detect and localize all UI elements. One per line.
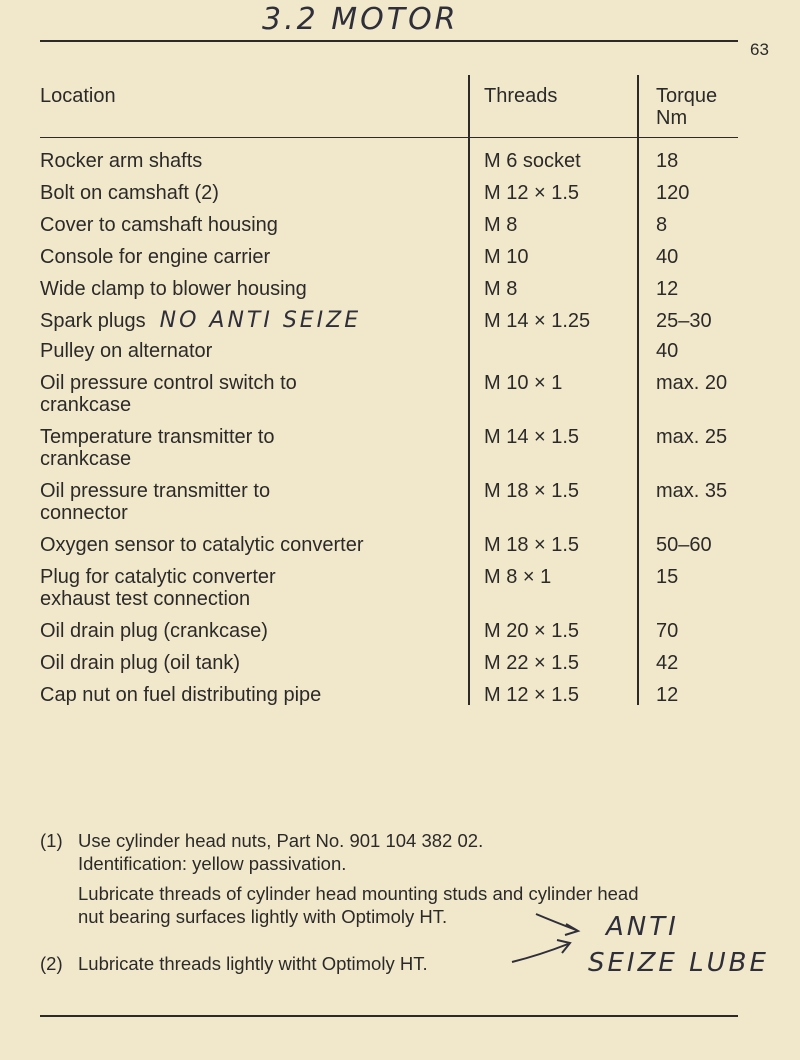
row-torque: 40: [656, 340, 679, 362]
footnote-1-label: (1): [40, 830, 63, 851]
row-torque: 25–30: [656, 310, 712, 332]
row-torque: 42: [656, 652, 679, 674]
row-location-text: Cover to camshaft housing: [40, 214, 278, 236]
row-location-text: Rocker arm shafts: [40, 150, 203, 172]
row-torque: 70: [656, 620, 679, 642]
footnote-1-line-1: Use cylinder head nuts, Part No. 901 104 382 02.: [78, 830, 484, 851]
footnote-2-label: (2): [40, 953, 63, 974]
row-threads: M 14 × 1.25: [484, 310, 591, 332]
row-threads: M 6 socket: [484, 150, 581, 172]
row-location-text: Cap nut on fuel distributing pipe: [40, 684, 322, 706]
row-location-text: Temperature transmitter to crankcase: [40, 426, 275, 470]
row-torque: 18: [656, 150, 679, 172]
footnote-1-line-4: nut bearing surfaces lightly with Optimoly HT.: [78, 906, 448, 927]
row-location-text: Oil drain plug (crankcase): [40, 620, 268, 642]
row-location-text: Wide clamp to blower housing: [40, 278, 307, 300]
row-location-text: Spark plugs: [40, 310, 146, 332]
row-threads: M 12 × 1.5: [484, 182, 580, 204]
row-location-text: Oil drain plug (oil tank): [40, 652, 241, 674]
row-threads: M 18 × 1.5: [484, 480, 580, 502]
row-threads: M 20 × 1.5: [484, 620, 580, 642]
row-torque: max. 20: [656, 372, 728, 394]
row-threads: M 18 × 1.5: [484, 534, 580, 556]
row-torque: 8: [656, 214, 668, 236]
header-torque: Torque Nm: [656, 85, 718, 129]
footnote-2-text: Lubricate threads lightly witht Optimoly HT.: [78, 953, 428, 974]
bottom-rule: [40, 1015, 738, 1017]
row-torque: max. 25: [656, 426, 728, 448]
row-threads: M 10 × 1: [484, 372, 563, 394]
page-number: 63: [750, 40, 769, 59]
header-location: Location: [40, 85, 116, 107]
row-location-text: Oil pressure transmitter to connector: [40, 480, 271, 524]
handwritten-seize-lube: SEIZE LUBE: [588, 948, 769, 978]
row-threads: M 22 × 1.5: [484, 652, 580, 674]
row-threads: M 12 × 1.5: [484, 684, 580, 706]
row-location-text: Oil pressure control switch to crankcase: [40, 372, 297, 416]
row-torque: 120: [656, 182, 690, 204]
row-torque: 15: [656, 566, 679, 588]
row-torque: 40: [656, 246, 679, 268]
row-threads: M 10: [484, 246, 529, 268]
handwritten-note-no-anti-seize: NO ANTI SEIZE: [159, 308, 362, 333]
row-location-text: Oxygen sensor to catalytic converter: [40, 534, 364, 556]
row-location-text: Plug for catalytic converter exhaust test connection: [40, 566, 276, 610]
row-torque: max. 35: [656, 480, 728, 502]
row-location-text: Bolt on camshaft (2): [40, 182, 219, 204]
row-torque: 12: [656, 684, 679, 706]
handwritten-title: 3.2 MOTOR: [262, 2, 459, 37]
row-torque: 50–60: [656, 534, 712, 556]
row-torque: 12: [656, 278, 679, 300]
header-threads: Threads: [484, 85, 558, 107]
footnote-1-line-3: Lubricate threads of cylinder head mounting studs and cylinder head: [78, 883, 639, 904]
handwritten-anti: ANTI: [606, 912, 679, 942]
row-threads: M 8 × 1: [484, 566, 552, 588]
row-location-text: Pulley on alternator: [40, 340, 213, 362]
row-threads: M 8: [484, 278, 518, 300]
footnote-1-line-2: Identification: yellow passivation.: [78, 853, 347, 874]
row-threads: M 14 × 1.5: [484, 426, 580, 448]
row-location-text: Console for engine carrier: [40, 246, 271, 268]
row-threads: M 8: [484, 214, 518, 236]
